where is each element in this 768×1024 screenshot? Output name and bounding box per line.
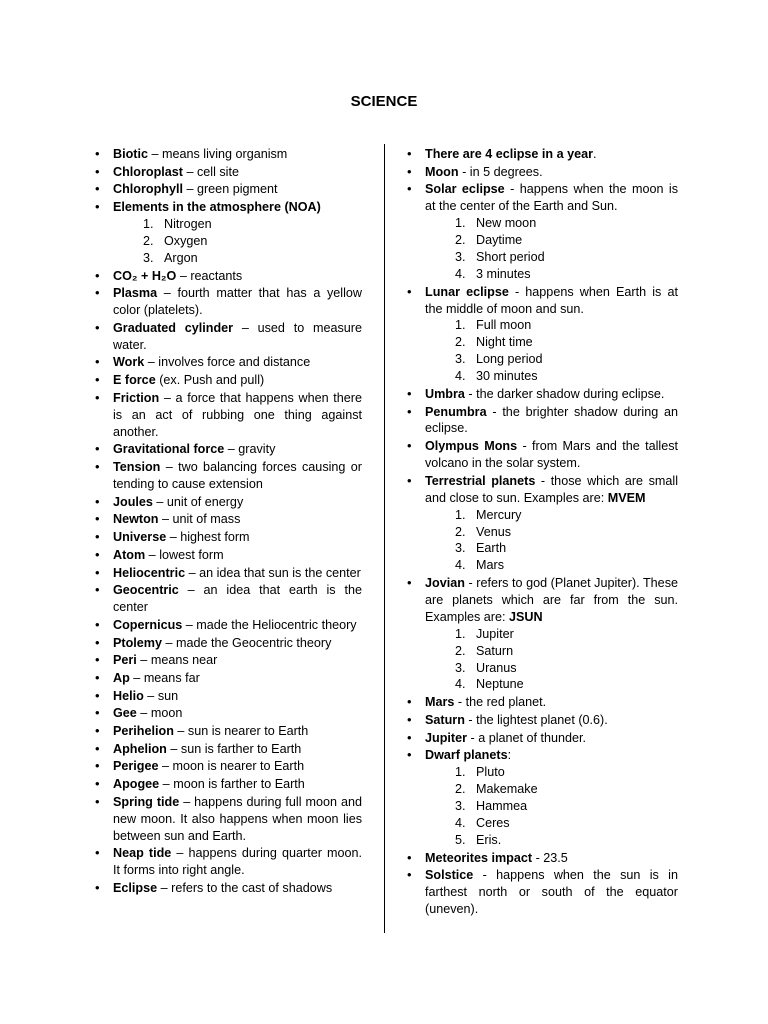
separator: – — [173, 724, 188, 739]
numbered-sublist — [425, 626, 678, 694]
list-item — [96, 354, 362, 371]
term: Geocentric — [113, 583, 179, 598]
description: means near — [150, 653, 218, 668]
item-number: 2. — [455, 782, 466, 797]
term: E force — [113, 373, 156, 388]
term: CO₂ + H₂O — [113, 268, 177, 283]
sublist-item — [455, 249, 678, 266]
term: Copernicus — [113, 617, 183, 632]
separator: - — [464, 386, 477, 401]
term: Jovian — [425, 576, 465, 591]
separator: – — [152, 494, 167, 509]
description: happens when the moon is at the center of the Earth and Sun. — [425, 182, 678, 214]
description: happens during quarter moon. It forms into right angle. — [113, 846, 362, 878]
item-number: 3. — [455, 799, 466, 813]
item-number: 2. — [455, 524, 466, 539]
term: Aphelion — [113, 741, 167, 756]
left-column — [96, 146, 362, 898]
term: Umbra — [425, 386, 465, 401]
list-item — [96, 459, 362, 493]
separator: - — [532, 850, 544, 865]
item-text: Neptune — [476, 677, 524, 692]
term: Ap — [113, 670, 130, 685]
term: Gee — [113, 706, 137, 721]
term: Saturn — [425, 712, 465, 727]
description: fourth matter that has a yellow color (platelets). — [113, 286, 362, 318]
separator: - — [535, 473, 551, 488]
description: highest form — [180, 530, 250, 545]
item-text: Daytime — [476, 233, 523, 248]
separator: – — [157, 880, 172, 895]
separator: - — [454, 695, 466, 710]
item-text: Pluto — [476, 765, 505, 780]
description: an idea that sun is the center — [199, 565, 361, 580]
item-text: Long period — [476, 352, 543, 367]
separator: – — [136, 706, 151, 721]
separator: – — [143, 688, 158, 703]
sublist-item — [455, 676, 678, 693]
separator: – — [145, 547, 160, 562]
item-text: Ceres — [476, 815, 510, 830]
emphasis: MVEM — [607, 490, 646, 505]
description: . — [593, 147, 597, 161]
item-text: Makemake — [476, 782, 538, 797]
list-item — [96, 494, 362, 511]
description: moon is farther to Earth — [173, 777, 305, 792]
description: an idea that earth is the center — [113, 583, 362, 615]
item-number: 2. — [455, 335, 466, 350]
sublist-item — [455, 781, 678, 798]
term: Olympus Mons — [425, 439, 518, 454]
term: Graduated cylinder — [113, 320, 234, 335]
separator: – — [158, 759, 173, 774]
sublist-item — [143, 216, 362, 233]
description: refers to god (Planet Jupiter). These are planets which are far from the sun. Examples are: — [425, 576, 678, 624]
separator: - — [486, 404, 503, 419]
term: Mars — [425, 695, 455, 710]
sublist-item — [455, 798, 678, 815]
separator: - — [464, 712, 477, 727]
description: the lightest planet (0.6). — [476, 712, 608, 727]
list-item — [96, 441, 362, 458]
separator: – — [224, 442, 239, 457]
sublist-item — [455, 351, 678, 368]
sublist-item — [455, 215, 678, 232]
term: Gravitational force — [113, 442, 225, 457]
description: sun — [157, 688, 179, 703]
term: Friction — [113, 390, 160, 405]
separator: - — [464, 576, 477, 591]
list-item — [96, 635, 362, 652]
term: Chlorophyll — [113, 182, 183, 197]
list-item — [96, 652, 362, 669]
term: Solstice — [425, 868, 474, 883]
sublist-item — [455, 524, 678, 541]
list-item — [408, 284, 678, 385]
item-number: 3. — [455, 352, 466, 367]
list-item — [408, 575, 678, 693]
description: two balancing forces causing or tending to cause extension — [113, 460, 362, 491]
term: Heliocentric — [113, 565, 186, 580]
list-item — [96, 741, 362, 758]
sublist-item — [143, 233, 362, 250]
description: refers to the cast of shadows — [171, 880, 333, 895]
separator: - — [504, 182, 520, 197]
sublist-item — [455, 232, 678, 249]
list-item — [96, 199, 362, 267]
description: used to measure water. — [113, 320, 362, 352]
separator: – — [182, 182, 197, 197]
description: : — [507, 748, 512, 763]
description: involves force and distance — [158, 355, 311, 370]
term: Lunar eclipse — [425, 284, 509, 299]
item-number: 4. — [455, 266, 466, 281]
sublist-item — [455, 368, 678, 385]
item-text: Nitrogen — [164, 217, 212, 232]
description: the darker shadow during eclipse. — [476, 386, 665, 401]
description: means far — [143, 670, 200, 685]
list-item — [96, 390, 362, 441]
term: Tension — [113, 460, 161, 475]
list-item — [96, 529, 362, 546]
list-item — [408, 747, 678, 848]
item-number: 1. — [455, 216, 466, 231]
right-term-list — [408, 146, 678, 918]
item-number: 1. — [455, 318, 466, 333]
term: Penumbra — [425, 404, 487, 419]
item-text: Night time — [476, 335, 533, 350]
item-text: Argon — [164, 250, 198, 265]
separator: – — [233, 320, 258, 335]
list-item — [96, 268, 362, 285]
item-text: 3 minutes — [476, 266, 531, 281]
numbered-sublist — [425, 317, 678, 385]
description: gravity — [238, 442, 276, 457]
list-item — [96, 705, 362, 722]
item-text: Saturn — [476, 643, 514, 658]
list-item — [408, 867, 678, 918]
description: means living organism — [162, 147, 288, 161]
item-number: 1. — [455, 765, 466, 780]
description: sun is farther to Earth — [180, 741, 302, 756]
list-item — [408, 730, 678, 747]
description: made the Geocentric theory — [176, 635, 332, 650]
separator: - — [508, 284, 526, 299]
list-item — [408, 694, 678, 711]
list-item — [96, 582, 362, 616]
item-text: Oxygen — [164, 233, 208, 248]
item-number: 4. — [455, 369, 466, 384]
item-text: Full moon — [476, 318, 532, 333]
item-text: Earth — [476, 541, 507, 556]
description: a planet of thunder. — [478, 730, 587, 745]
term: Terrestrial planets — [425, 473, 536, 488]
term: Chloroplast — [113, 164, 183, 179]
separator: – — [160, 460, 179, 475]
separator: – — [136, 653, 151, 668]
sublist-item — [455, 317, 678, 334]
list-item — [96, 146, 362, 163]
term: Atom — [113, 547, 146, 562]
item-number: 2. — [143, 233, 154, 248]
item-text: Eris. — [476, 832, 502, 847]
term: Elements in the atmosphere (NOA) — [113, 200, 321, 215]
separator: - — [458, 164, 470, 179]
description: happens when the sun is in farthest north or south of the equator (uneven). — [425, 868, 678, 917]
term: Eclipse — [113, 880, 158, 895]
list-item — [96, 372, 362, 389]
list-item — [96, 285, 362, 319]
list-item — [96, 845, 362, 879]
item-text: 30 minutes — [476, 369, 538, 384]
list-item — [408, 146, 678, 163]
description: unit of mass — [172, 512, 241, 527]
sublist-item — [455, 764, 678, 781]
separator: – — [162, 635, 177, 650]
list-item — [96, 758, 362, 775]
term: Work — [113, 355, 145, 370]
list-item — [96, 670, 362, 687]
item-text: Jupiter — [476, 626, 514, 641]
separator: – — [182, 164, 197, 179]
list-item — [408, 438, 678, 472]
term: Solar eclipse — [425, 182, 505, 197]
term: Newton — [113, 512, 159, 527]
item-number: 1. — [455, 626, 466, 641]
separator: – — [157, 286, 178, 301]
description: moon is nearer to Earth — [172, 759, 305, 774]
term: Peri — [113, 653, 137, 668]
term: Helio — [113, 688, 144, 703]
item-text: Venus — [476, 524, 512, 539]
description: in 5 degrees. — [469, 164, 543, 179]
separator: – — [147, 147, 162, 161]
term: Dwarf planets — [425, 748, 508, 763]
list-item — [96, 565, 362, 582]
separator: – — [166, 530, 181, 545]
item-text: Mars — [476, 558, 504, 573]
item-number: 4. — [455, 558, 466, 573]
list-item — [96, 320, 362, 354]
sublist-item — [455, 334, 678, 351]
description: happens during full moon and new moon. It also happens when moon lies between sun and Earth. — [113, 794, 362, 843]
sublist-item — [455, 266, 678, 283]
term: Spring tide — [113, 794, 180, 809]
item-number: 3. — [455, 660, 466, 675]
description: the brighter shadow during an eclipse. — [425, 404, 678, 436]
item-text: Mercury — [476, 507, 522, 522]
numbered-sublist — [113, 216, 362, 267]
term: There are 4 eclipse in a year — [425, 147, 594, 161]
description: (ex. Push and pull) — [159, 373, 265, 388]
list-item — [408, 473, 678, 574]
term: Universe — [113, 530, 167, 545]
sublist-item — [455, 540, 678, 557]
right-column — [408, 146, 678, 919]
list-item — [96, 688, 362, 705]
separator: – — [159, 777, 174, 792]
sublist-item — [455, 507, 678, 524]
item-number: 3. — [455, 541, 466, 556]
term: Ptolemy — [113, 635, 162, 650]
term: Perigee — [113, 759, 159, 774]
item-number: 2. — [455, 643, 466, 658]
description: happens when Earth is at the middle of moon and sun. — [425, 284, 678, 316]
item-number: 3. — [455, 250, 466, 265]
emphasis: JSUN — [509, 609, 543, 624]
item-text: Hammea — [476, 799, 528, 813]
sublist-item — [455, 626, 678, 643]
separator: - — [467, 730, 479, 745]
sublist-item — [455, 815, 678, 832]
separator: – — [166, 741, 181, 756]
item-number: 2. — [455, 233, 466, 248]
sublist-item — [455, 557, 678, 574]
description: sun is nearer to Earth — [187, 724, 309, 739]
item-text: Short period — [476, 250, 545, 265]
description: reactants — [190, 268, 243, 283]
separator: - — [517, 439, 533, 454]
term: Neap tide — [113, 846, 172, 861]
sublist-item — [455, 832, 678, 849]
separator: - — [473, 868, 497, 883]
item-number: 1. — [455, 507, 466, 522]
description: moon — [150, 706, 183, 721]
sublist-item — [455, 660, 678, 677]
description: lowest form — [159, 547, 224, 562]
description: 23.5 — [543, 850, 568, 865]
sublist-item — [455, 643, 678, 660]
sublist-item — [143, 250, 362, 267]
list-item — [96, 181, 362, 198]
numbered-sublist — [425, 215, 678, 283]
item-text: Uranus — [476, 660, 517, 675]
list-item — [408, 386, 678, 403]
list-item — [96, 776, 362, 793]
list-item — [408, 404, 678, 438]
list-item — [408, 712, 678, 729]
description: green pigment — [196, 182, 278, 197]
list-item — [408, 164, 678, 181]
list-item — [96, 617, 362, 634]
term: Moon — [425, 164, 459, 179]
list-item — [96, 547, 362, 564]
numbered-sublist — [425, 764, 678, 849]
column-divider — [384, 144, 385, 933]
term: Jupiter — [425, 730, 467, 745]
description: from Mars and the tallest volcano in the solar system. — [425, 439, 678, 471]
list-item — [96, 511, 362, 528]
list-item — [408, 181, 678, 282]
term: Perihelion — [113, 724, 174, 739]
separator: – — [144, 355, 159, 370]
description: cell site — [196, 164, 239, 179]
separator: – — [185, 565, 200, 580]
list-item — [96, 794, 362, 845]
page-title: SCIENCE — [350, 93, 418, 110]
list-item — [96, 880, 362, 897]
separator: – — [179, 794, 195, 809]
item-number: 4. — [455, 677, 466, 692]
item-text: New moon — [476, 216, 537, 231]
separator: – — [171, 846, 189, 861]
description: those which are small and close to sun. Examples are: — [425, 473, 678, 505]
item-number: 3. — [143, 250, 154, 265]
list-item — [408, 850, 678, 867]
term: Biotic — [113, 147, 148, 161]
item-number: 4. — [455, 815, 466, 830]
description: a force that happens when there is an act of rubbing one thing against another. — [113, 390, 362, 439]
item-number: 1. — [143, 217, 154, 232]
list-item — [96, 723, 362, 740]
separator: – — [178, 583, 204, 598]
term: Plasma — [113, 286, 158, 301]
separator: – — [159, 390, 176, 405]
left-term-list — [96, 146, 362, 897]
item-number: 5. — [455, 832, 466, 847]
numbered-sublist — [425, 507, 678, 575]
term: Meteorites impact — [425, 850, 533, 865]
separator: – — [129, 670, 144, 685]
term: Apogee — [113, 777, 160, 792]
description: made the Heliocentric theory — [196, 617, 357, 632]
description: unit of energy — [166, 494, 244, 509]
separator: – — [158, 512, 173, 527]
term: Joules — [113, 494, 153, 509]
separator: – — [182, 617, 197, 632]
separator: – — [176, 268, 191, 283]
description: the red planet. — [465, 695, 547, 710]
list-item — [96, 164, 362, 181]
